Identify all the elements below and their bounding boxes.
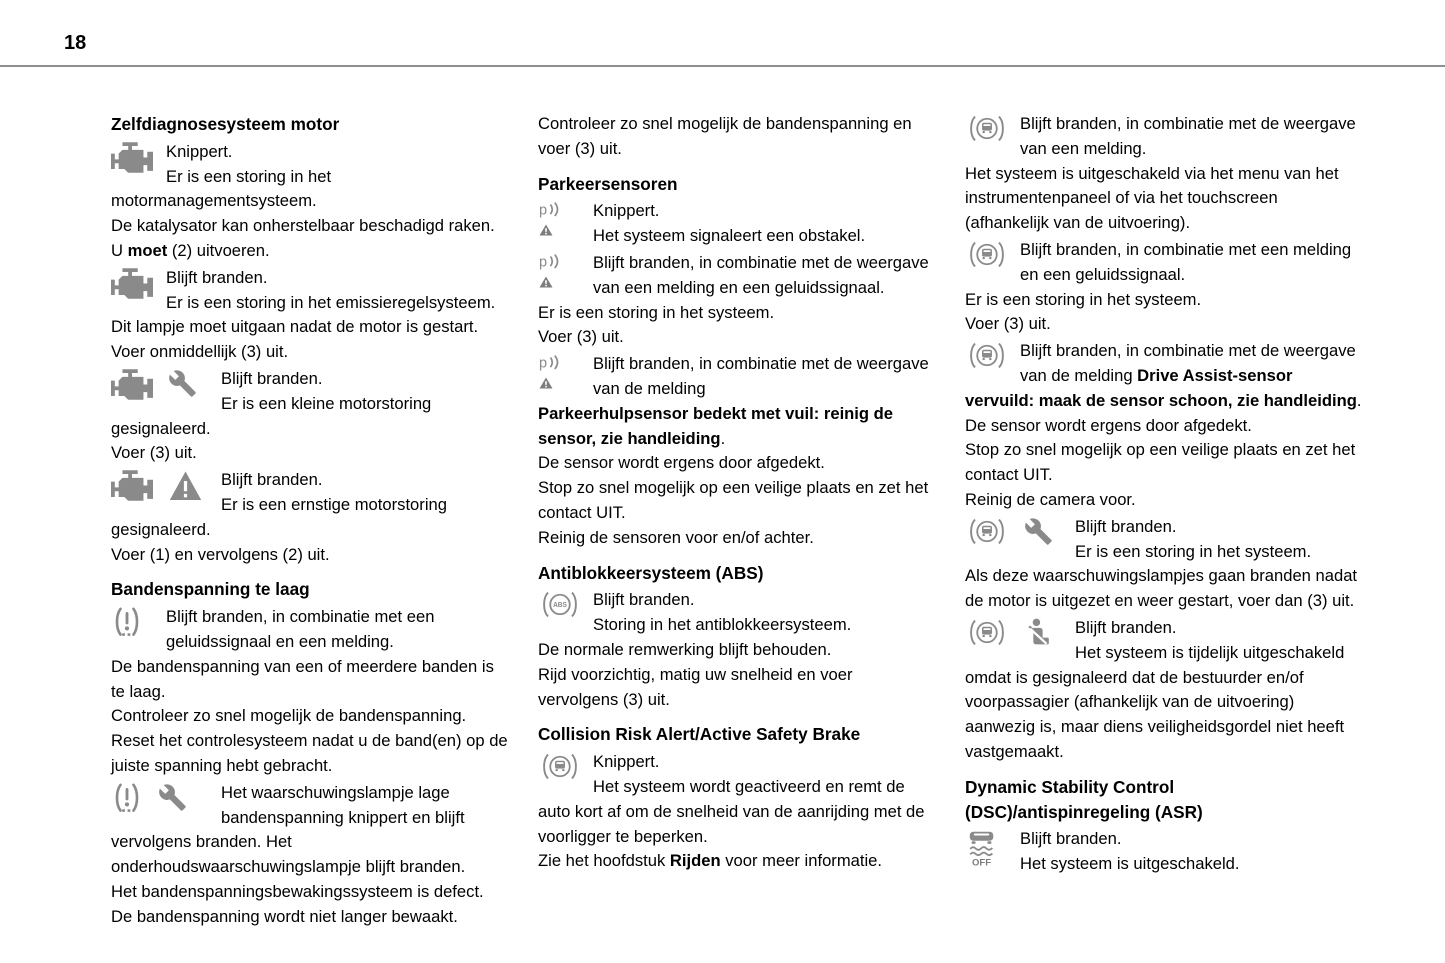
paragraph — [538, 663, 935, 713]
paragraph — [538, 849, 935, 874]
warning-light-block — [538, 352, 935, 451]
collision-alert-icon — [965, 618, 1009, 647]
engine-warning-icon — [111, 369, 153, 400]
paragraph — [538, 476, 935, 526]
text-run: Reinig de sensoren voor en/of achter. — [538, 527, 814, 547]
warning-light-icons — [965, 341, 1020, 370]
text-run: Knippert. — [593, 201, 660, 221]
paragraph — [965, 162, 1362, 236]
parking-sensor-icon — [538, 253, 564, 289]
text-run: Voer onmiddellijk (3) uit. — [111, 342, 289, 362]
section-heading: Bandenspanning te laag — [111, 579, 310, 600]
column-2 — [538, 112, 935, 930]
text-run: Er is een ernstige motorstoring gesignaleerd. — [111, 494, 447, 539]
warning-light-icons — [111, 607, 166, 637]
paragraph — [538, 638, 935, 663]
parking-sensor-icon — [538, 354, 564, 390]
text-run: Het systeem signaleert een obstakel. — [593, 226, 866, 246]
text-run: Voer (1) en vervolgens (2) uit. — [111, 544, 330, 564]
text-run: . — [1356, 390, 1362, 410]
warning-light-icons — [111, 268, 166, 299]
text-run: Er is een kleine motorstoring gesignaleerd. — [111, 393, 432, 438]
warning-light-block — [965, 112, 1362, 162]
text-run: De normale remwerking blijft behouden. — [538, 639, 832, 659]
wrench-icon — [1024, 517, 1053, 546]
warning-light-icons — [538, 590, 593, 619]
text-run: Er is een storing in het systeem. — [1075, 541, 1312, 561]
warning-light-icons — [538, 253, 593, 289]
text-run: moet — [127, 240, 168, 260]
text-run: Voer (3) uit. — [538, 327, 624, 347]
text-run: U — [111, 240, 128, 260]
page-number: 18 — [64, 32, 87, 54]
text-run: Er is een storing in het systeem. — [965, 289, 1202, 309]
text-run: Blijft branden, in combinatie met de weergave van een melding en een geluidssignaal. — [593, 252, 929, 297]
paragraph — [538, 112, 935, 162]
svg-text:OFF: OFF — [972, 857, 991, 868]
paragraph — [965, 414, 1362, 439]
column-3 — [965, 112, 1362, 930]
text-run: Drive Assist-sensor vervuild: maak de sensor schoon, zie handleiding — [965, 365, 1357, 410]
collision-alert-icon — [965, 240, 1009, 269]
text-run: Blijft branden, in combinatie met een melding en een geluidssignaal. — [1020, 239, 1352, 284]
text-run: Blijft branden, in combinatie met de weergave van de melding — [593, 354, 929, 398]
text-run: Het systeem is uitgeschakeld. — [1020, 854, 1240, 874]
warning-light-block — [965, 616, 1362, 765]
page-header — [0, 0, 1445, 54]
column-1 — [111, 112, 508, 930]
paragraph — [111, 880, 508, 905]
text-run: Blijft branden. — [166, 267, 268, 287]
text-run: Blijft branden, in combinatie met de weergave van de melding — [1020, 341, 1356, 385]
paragraph — [538, 325, 935, 350]
collision-alert-icon — [965, 114, 1009, 143]
warning-light-block — [111, 266, 508, 316]
text-run: De katalysator kan onherstelbaar beschadigd raken. — [111, 216, 495, 236]
parking-sensor-icon — [538, 201, 564, 237]
text-run: Rijden — [669, 851, 721, 871]
warning-light-block — [965, 238, 1362, 288]
text-run: Knippert. — [593, 752, 660, 772]
text-run: Stop zo snel mogelijk op een veilige plaats en zet het contact UIT. — [538, 478, 929, 522]
text-run: Blijft branden. — [1075, 617, 1177, 637]
warning-light-block — [111, 367, 508, 441]
svg-text:p: p — [539, 202, 548, 219]
paragraph — [111, 655, 508, 705]
warning-light-block — [111, 781, 508, 880]
paragraph — [111, 315, 508, 340]
text-run: Er is een storing in het motormanagementsysteem. — [111, 166, 332, 211]
paragraph — [111, 340, 508, 365]
text-run: Blijft branden, in combinatie met een geluidssignaal en een melding. — [166, 607, 435, 651]
text-run: Voer (3) uit. — [111, 443, 197, 463]
paragraph — [965, 312, 1362, 337]
paragraph — [111, 729, 508, 779]
engine-warning-icon — [111, 470, 153, 501]
warning-light-icons — [965, 829, 1020, 867]
warning-light-block — [538, 251, 935, 301]
section-heading: Dynamic Stability Control (DSC)/antispinregeling (ASR) — [965, 776, 1203, 822]
warning-light-block — [965, 515, 1362, 565]
text-run: voor meer informatie. — [720, 851, 883, 871]
collision-alert-icon — [965, 341, 1009, 370]
text-run: Storing in het antiblokkeersysteem. — [593, 615, 852, 635]
text-run: De sensor wordt ergens door afgedekt. — [965, 415, 1252, 435]
text-run: Knippert. — [166, 141, 233, 161]
text-run: (2) uitvoeren. — [167, 240, 270, 260]
warning-light-icons — [538, 201, 593, 237]
engine-warning-icon — [111, 142, 153, 173]
paragraph — [965, 288, 1362, 313]
text-run: De sensor wordt ergens door afgedekt. — [538, 453, 825, 473]
text-run: Het bandenspanningsbewakingssysteem is defect. — [111, 881, 484, 901]
text-run: Reinig de camera voor. — [965, 489, 1136, 509]
warning-light-block — [111, 468, 508, 542]
warning-light-icons — [965, 114, 1020, 143]
svg-text:p: p — [539, 254, 548, 271]
text-run: Het systeem is tijdelijk uitgeschakeld omdat is gesignaleerd dat de bestuurder en/of voorpassagier (afhankelijk van de uitvoering) aanwezig is, maar diens veiligheidsgordel niet heeft vastgemaakt. — [965, 642, 1345, 761]
warning-light-block — [538, 750, 935, 849]
section-heading: Antiblokkeersysteem (ABS) — [538, 562, 764, 583]
section-heading: Parkeersensoren — [538, 173, 678, 194]
wrench-icon — [168, 369, 197, 398]
warning-light-icons — [965, 240, 1020, 269]
text-run: Als deze waarschuwingslampjes gaan branden nadat de motor is uitgezet en weer gestart, voer dan (3) uit. — [965, 566, 1358, 611]
text-run: Er is een storing in het emissieregelsysteem. — [166, 292, 496, 312]
paragraph — [111, 905, 508, 930]
svg-text:p: p — [539, 355, 548, 372]
warning-light-block — [965, 339, 1362, 413]
text-run: Dit lampje moet uitgaan nadat de motor is gestart. — [111, 317, 479, 337]
paragraph — [538, 451, 935, 476]
warning-light-block — [538, 588, 935, 638]
text-run: Stop zo snel mogelijk op een veilige plaats en zet het contact UIT. — [965, 440, 1356, 485]
text-run: De bandenspanning wordt niet langer bewaakt. — [111, 906, 458, 926]
text-run: . — [720, 428, 726, 448]
paragraph — [965, 438, 1362, 488]
warning-light-icons — [111, 783, 221, 813]
dsc-off-icon — [965, 829, 998, 867]
text-run: Het waarschuwingslampje lage bandenspanning knippert en blijft vervolgens branden. Het onderhoudswaarschuwingslampje blijft branden. — [111, 782, 466, 877]
engine-warning-icon — [111, 268, 153, 299]
warning-light-icons — [965, 517, 1075, 546]
tire-pressure-warning-icon — [111, 783, 143, 813]
warning-light-block — [965, 827, 1362, 877]
abs-warning-icon — [538, 590, 582, 619]
text-run: Zie het hoofdstuk — [538, 851, 670, 871]
collision-alert-icon — [965, 517, 1009, 546]
warning-light-icons — [965, 618, 1075, 649]
text-run: De bandenspanning van een of meerdere banden is te laag. — [111, 656, 494, 701]
warning-triangle-icon — [168, 470, 203, 502]
text-run: Blijft branden. — [221, 470, 323, 490]
text-run: Blijft branden. — [1075, 516, 1177, 536]
paragraph — [111, 704, 508, 729]
seatbelt-reminder-icon — [1024, 618, 1053, 649]
paragraph — [111, 543, 508, 568]
text-run: Blijft branden. — [593, 590, 695, 610]
paragraph — [538, 301, 935, 326]
text-run: Reset het controlesysteem nadat u de band(en) op de juiste spanning hebt gebracht. — [111, 731, 508, 775]
text-run: Voer (3) uit. — [965, 314, 1051, 334]
text-run: Er is een storing in het systeem. — [538, 302, 775, 322]
warning-light-block — [111, 140, 508, 214]
text-run: Het systeem wordt geactiveerd en remt de auto kort af om de snelheid van de aanrijding met de voorligger te beperken. — [538, 776, 925, 846]
text-run: Controleer zo snel mogelijk de bandenspanning. — [111, 706, 467, 726]
collision-alert-icon — [538, 752, 582, 781]
paragraph — [538, 526, 935, 551]
warning-light-icons — [538, 752, 593, 781]
tire-pressure-warning-icon — [111, 607, 143, 637]
text-run: Blijft branden, in combinatie met de weergave van een melding. — [1020, 114, 1356, 158]
paragraph — [965, 564, 1362, 614]
warning-light-block — [111, 605, 508, 655]
section-heading: Zelfdiagnosesysteem motor — [111, 114, 340, 134]
svg-text:ABS: ABS — [553, 601, 568, 610]
warning-light-block — [538, 199, 935, 249]
wrench-icon — [158, 783, 187, 812]
warning-light-icons — [538, 354, 593, 390]
text-run: Blijft branden. — [1020, 829, 1122, 849]
paragraph — [965, 488, 1362, 513]
paragraph — [111, 441, 508, 466]
warning-light-icons — [111, 470, 221, 502]
text-run: Controleer zo snel mogelijk de bandenspanning en voer (3) uit. — [538, 114, 912, 158]
paragraph — [111, 214, 508, 239]
text-run: Parkeerhulpsensor bedekt met vuil: reinig de sensor, zie handleiding — [538, 403, 894, 448]
paragraph — [111, 239, 508, 264]
text-run: Het systeem is uitgeschakeld via het menu van het instrumentenpaneel of via het touchscreen (afhankelijk van de uitvoering). — [965, 163, 1339, 233]
text-run: Rijd voorzichtig, matig uw snelheid en voer vervolgens (3) uit. — [538, 664, 853, 709]
warning-light-icons — [111, 369, 221, 400]
warning-light-icons — [111, 142, 166, 173]
text-run: Blijft branden. — [221, 368, 323, 388]
content-columns — [0, 67, 1445, 930]
section-heading: Collision Risk Alert/Active Safety Brake — [538, 724, 861, 745]
